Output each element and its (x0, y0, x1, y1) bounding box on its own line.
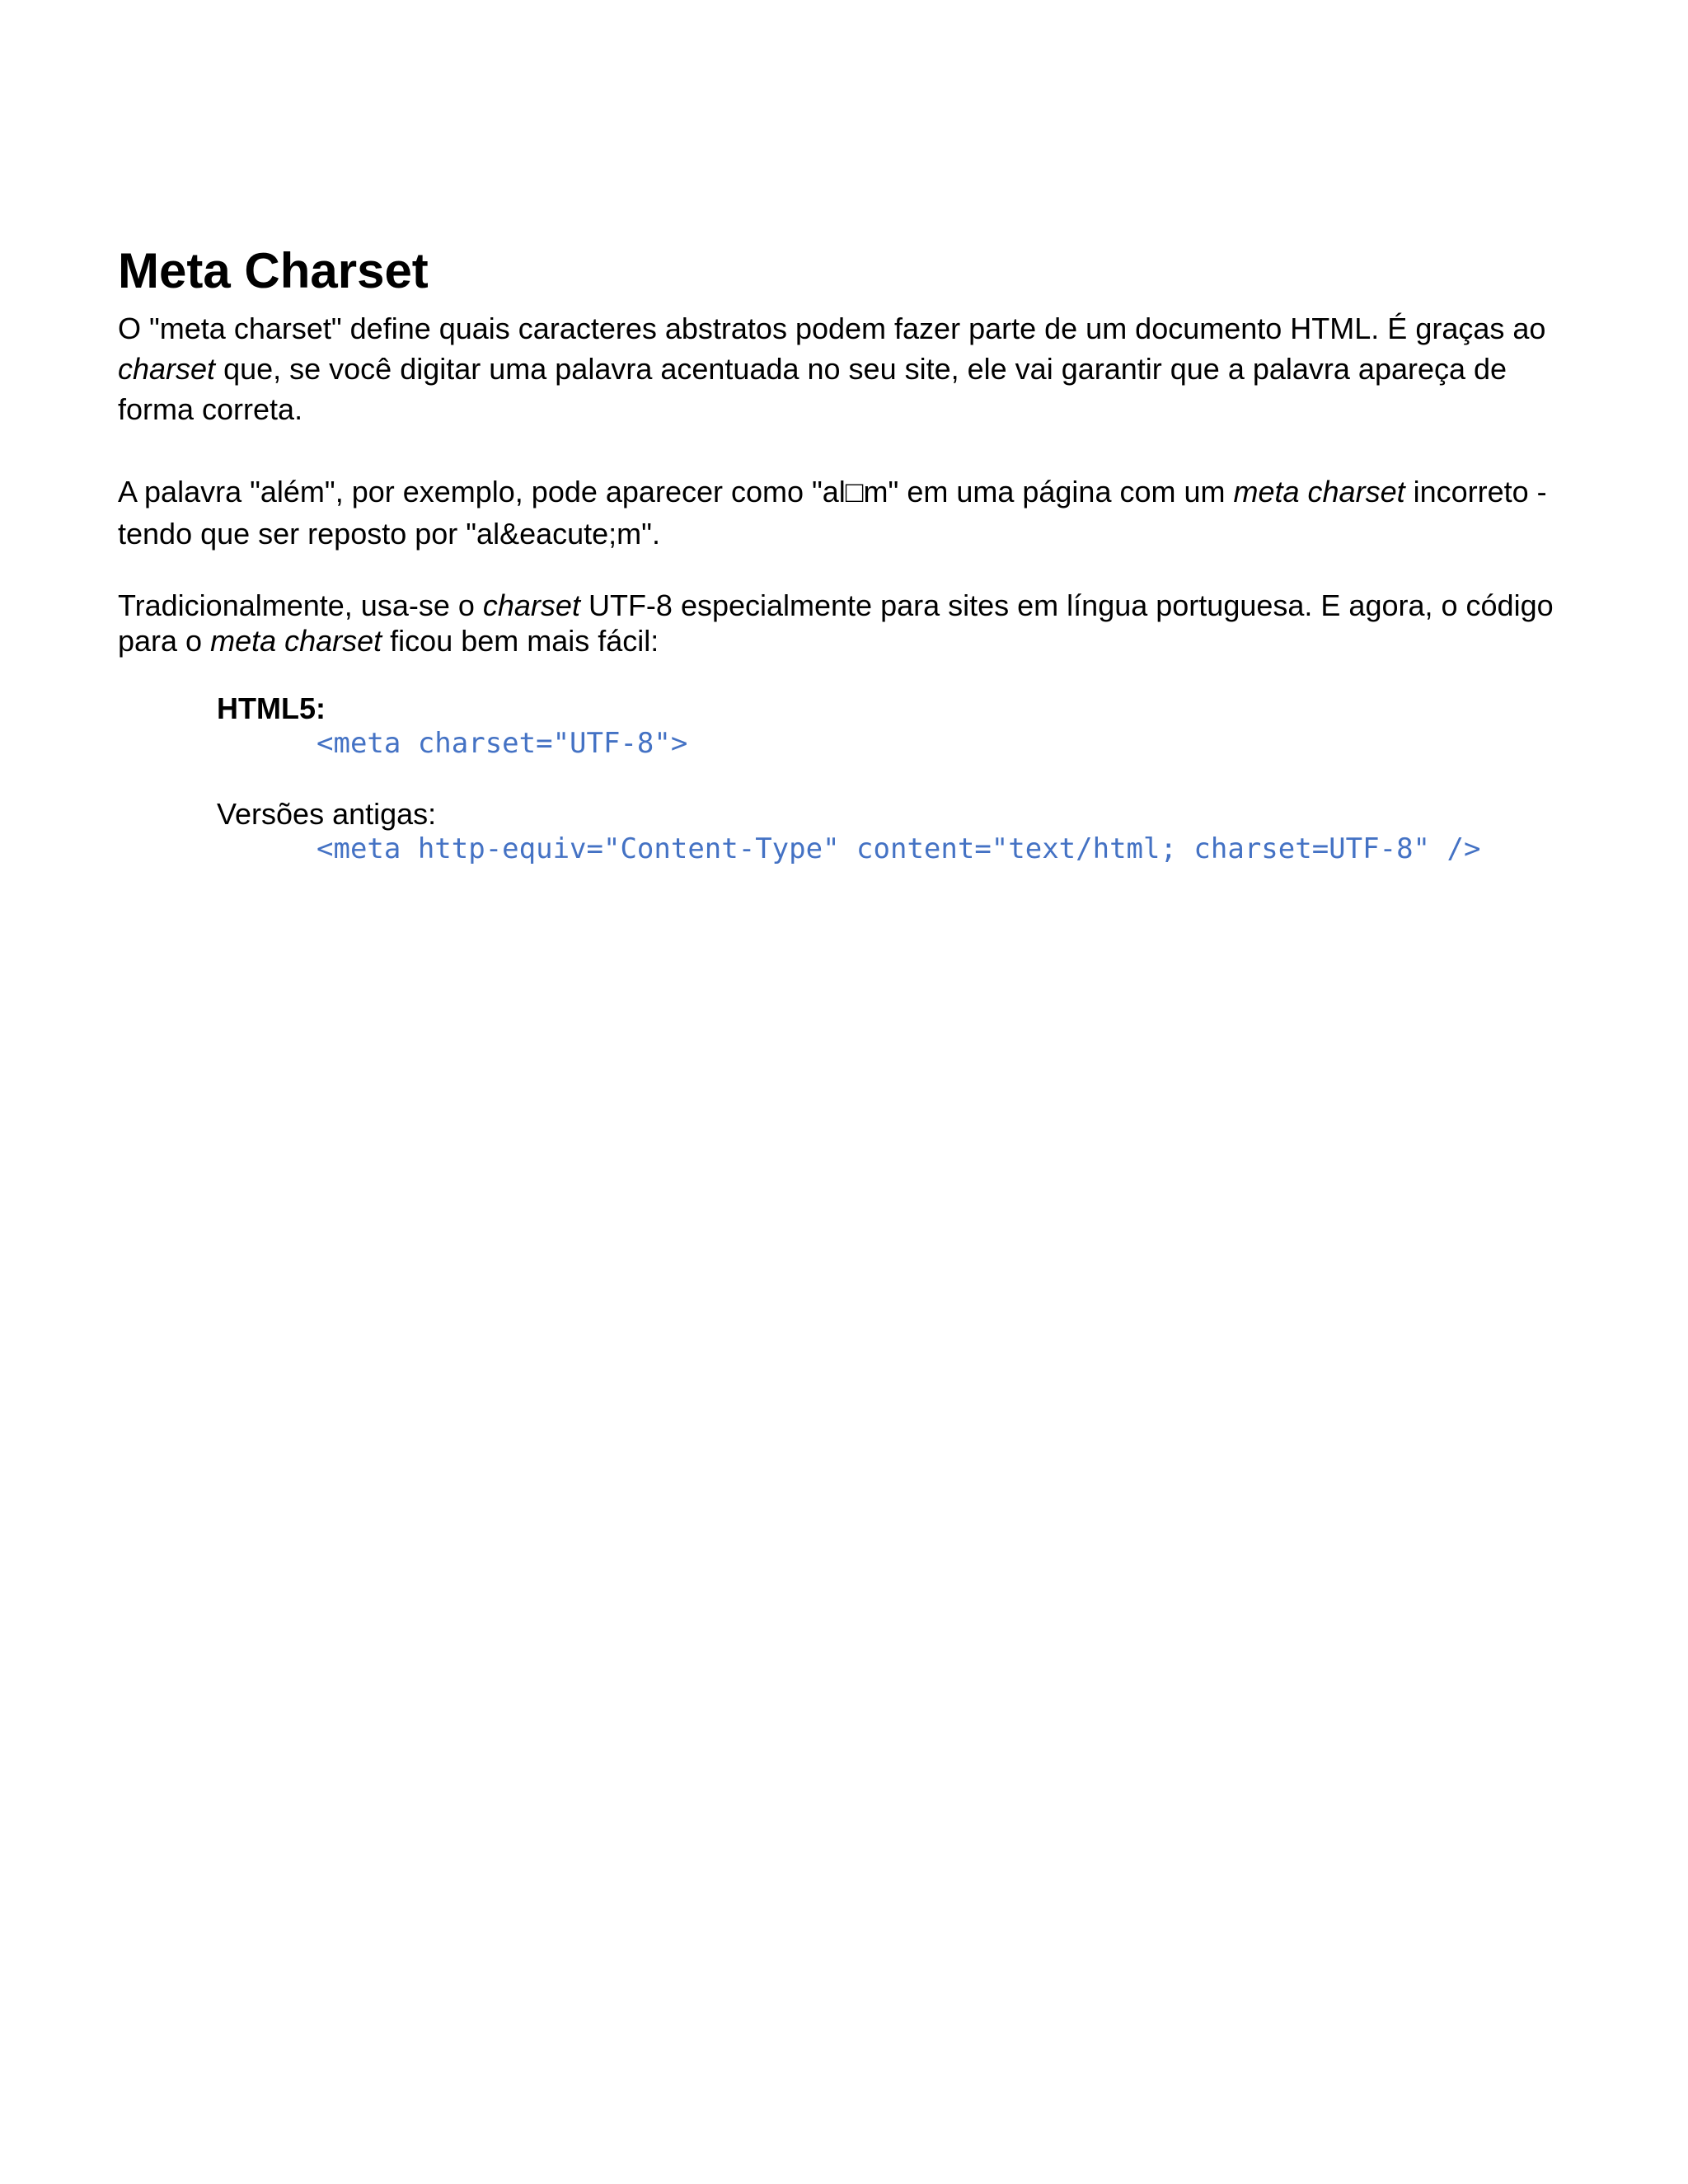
paragraph-traditional-italic-charset: charset (482, 588, 580, 622)
paragraph-example-italic-meta-charset: meta charset (1233, 475, 1405, 509)
paragraph-traditional-text-e: ficou bem mais fácil: (382, 624, 659, 658)
paragraph-traditional-italic-meta-charset: meta charset (210, 624, 382, 658)
paragraph-traditional (118, 588, 1568, 658)
page-title: Meta Charset (118, 243, 429, 298)
paragraph-intro-text-a: O "meta charset" define quais caracteres abstratos podem fazer parte de um documento HTML. É graças ao (118, 312, 1546, 345)
html5-label: HTML5: (217, 691, 326, 725)
paragraph-intro (118, 308, 1568, 429)
paragraph-intro-text-c: que, se você digitar uma palavra acentuada no seu site, ele vai garantir que a palavra apareça de forma correta. (118, 352, 1507, 426)
old-versions-label: Versões antigas: (217, 797, 437, 831)
old-versions-code-snippet: <meta http-equiv="Content-Type" content="text/html; charset=UTF-8" /> (316, 832, 1481, 865)
paragraph-traditional-text-a: Tradicionalmente, usa-se o (118, 588, 483, 622)
paragraph-intro-italic-charset: charset (118, 352, 216, 386)
paragraph-example (118, 471, 1568, 555)
document-page (118, 244, 1568, 866)
html5-code-snippet: <meta charset="UTF-8"> (316, 727, 688, 760)
spacer (217, 761, 1568, 797)
paragraph-example-text-a: A palavra "além", por exemplo, pode aparecer como "al□m" em uma página com um (118, 475, 1234, 509)
paragraph-example-text-c: incorreto - tendo que ser reposto por "al&eacute;m". (118, 475, 1547, 551)
code-examples (217, 691, 1568, 866)
paragraph-traditional-text-c: UTF-8 especialmente para sites em língua portuguesa. E agora, o código para o (118, 588, 1554, 658)
